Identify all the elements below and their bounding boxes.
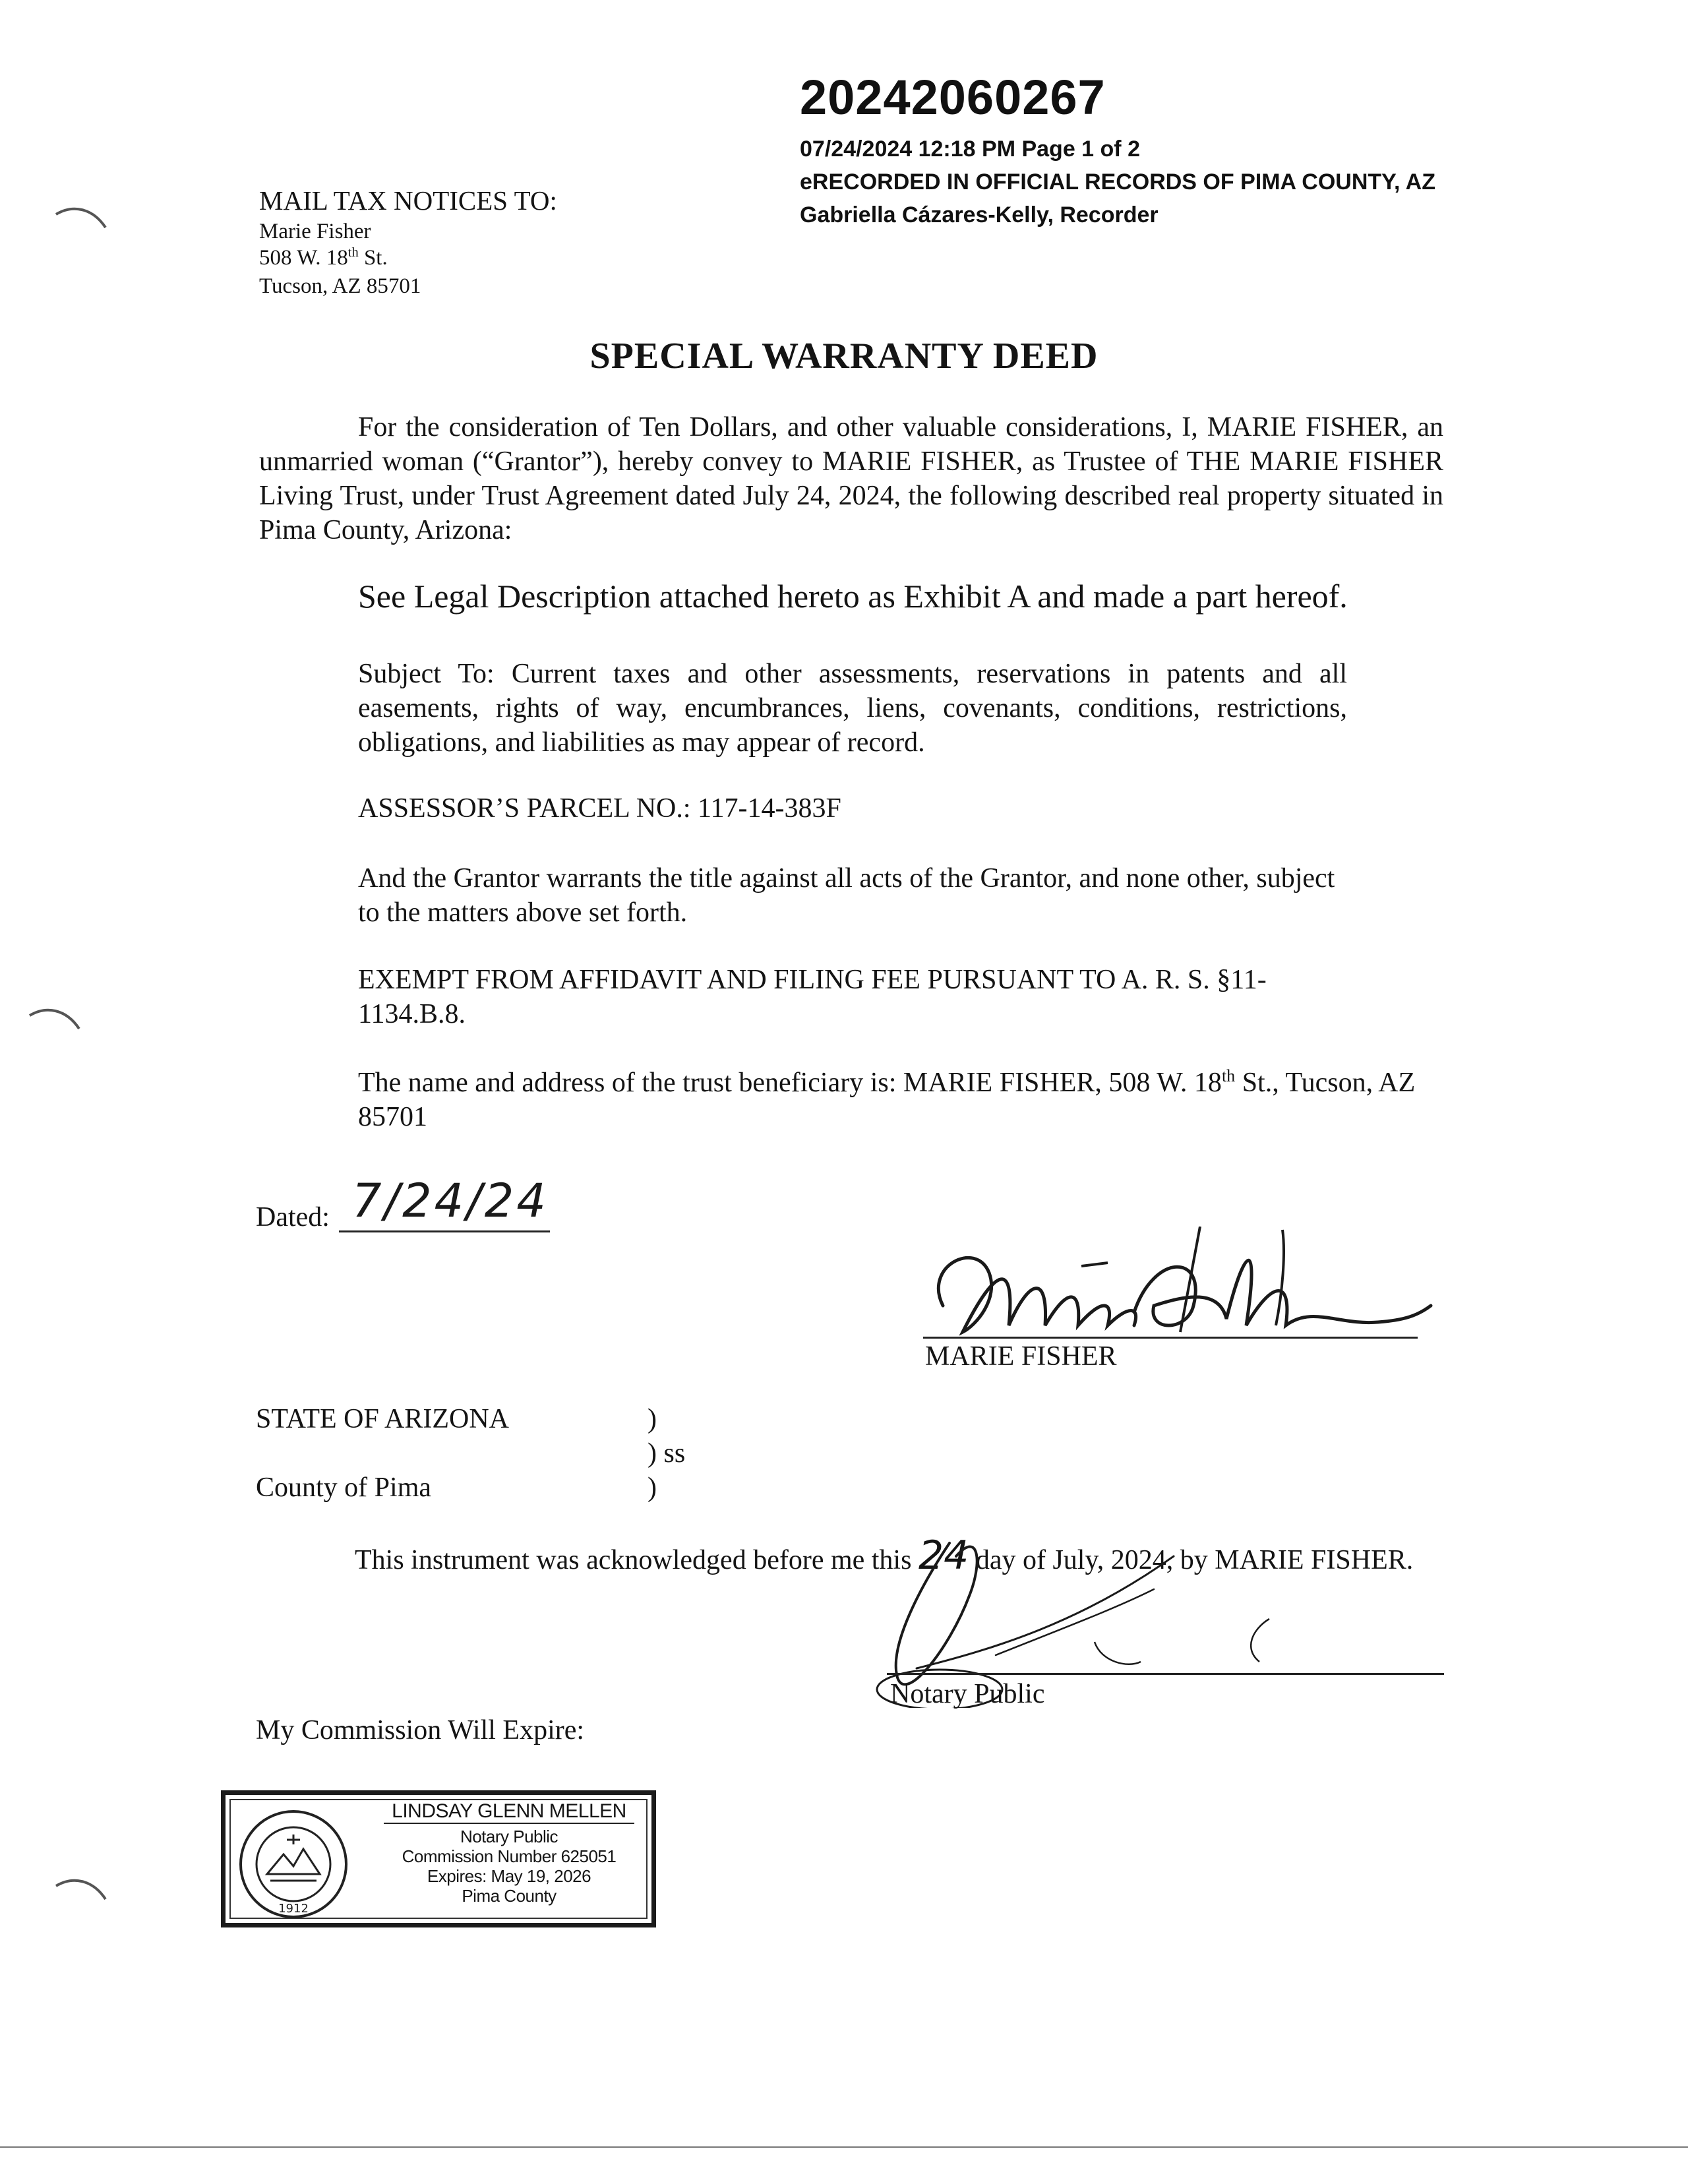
grantor-signature	[917, 1227, 1444, 1358]
handwritten-date: 7/24/24	[352, 1174, 549, 1228]
notary-signature-line	[887, 1673, 1444, 1675]
notary-stamp	[221, 1790, 656, 1927]
subject-to-paragraph: Subject To: Current taxes and other assessments, reservations in patents and all easements, rights of way, encumbrances, liens, covenants, conditions, restrictions, obligations, and liabilities as may appear of record.	[358, 659, 1347, 758]
handwritten-day: 24	[918, 1532, 969, 1579]
venue-paren-ss: ) ss	[648, 1438, 686, 1469]
grantor-signature-line	[923, 1337, 1418, 1339]
document-title: SPECIAL WARRANTY DEED	[589, 336, 1099, 377]
grantor-name: MARIE FISHER	[925, 1341, 1117, 1372]
legal-description: See Legal Description attached hereto as Exhibit A and made a part hereof.	[358, 578, 1348, 615]
scan-edge-line	[0, 2146, 1688, 2148]
dated-label: Dated:	[256, 1202, 330, 1232]
stamp-title: Notary Public	[460, 1827, 558, 1846]
parcel-number: ASSESSOR’S PARCEL NO.: 117-14-383F	[358, 793, 841, 824]
conveyance-paragraph: For the consideration of Ten Dollars, and other valuable considerations, I, MARIE FISHER, an unmarried woman (“Grantor”), hereby convey to MARIE FISHER, as Trustee of THE MARIE FISHER Living Trust, under Trust Agreement dated July 24, 2024, the following described real property situated in Pima County, Arizona:	[259, 412, 1443, 545]
mail-street: 508 W. 18th St.	[259, 245, 388, 270]
scan-mark-icon	[53, 1873, 112, 1906]
mail-city: Tucson, AZ 85701	[259, 274, 421, 298]
venue-paren-top: )	[648, 1404, 657, 1434]
dated-field	[339, 1174, 550, 1232]
arizona-seal-icon	[237, 1808, 349, 1920]
recorder-name: Gabriella Cázares-Kelly, Recorder	[800, 202, 1159, 228]
stamp-expires: Expires: May 19, 2026	[427, 1866, 591, 1886]
stamp-text	[377, 1800, 641, 1906]
beneficiary-paragraph: The name and address of the trust beneficiary is: MARIE FISHER, 508 W. 18th St., Tucson, AZ 85701	[358, 1066, 1416, 1132]
recording-office: eRECORDED IN OFFICIAL RECORDS OF PIMA COUNTY, AZ	[800, 169, 1436, 195]
instrument-number: 20242060267	[800, 70, 1106, 125]
seal-year: 1912	[278, 1902, 309, 1916]
notary-name: LINDSAY GLENN MELLEN	[384, 1800, 634, 1824]
mail-name: Marie Fisher	[259, 220, 371, 243]
stamp-county: Pima County	[462, 1886, 557, 1906]
venue-paren-bottom: )	[648, 1472, 657, 1503]
acknowledgment-paragraph: This instrument was acknowledged before me this 24 day of July, 2024, by MARIE FISHER.	[355, 1532, 1414, 1579]
commission-expire-label: My Commission Will Expire:	[256, 1715, 585, 1745]
exemption-paragraph: EXEMPT FROM AFFIDAVIT AND FILING FEE PURSUANT TO A. R. S. §11-1134.B.8.	[358, 965, 1267, 1029]
notary-public-label: Notary Public	[890, 1679, 1045, 1709]
warranty-paragraph: And the Grantor warrants the title against all acts of the Grantor, and none other, subject to the matters above set forth.	[358, 863, 1335, 928]
stamp-commission-number: Commission Number 625051	[402, 1846, 617, 1866]
mail-tax-heading: MAIL TAX NOTICES TO:	[259, 185, 557, 216]
scan-mark-icon	[26, 1002, 86, 1035]
venue-county: County of Pima	[256, 1472, 432, 1503]
scan-mark-icon	[53, 201, 112, 234]
recording-datetime: 07/24/2024 12:18 PM Page 1 of 2	[800, 136, 1140, 162]
venue-state: STATE OF ARIZONA	[256, 1404, 509, 1434]
